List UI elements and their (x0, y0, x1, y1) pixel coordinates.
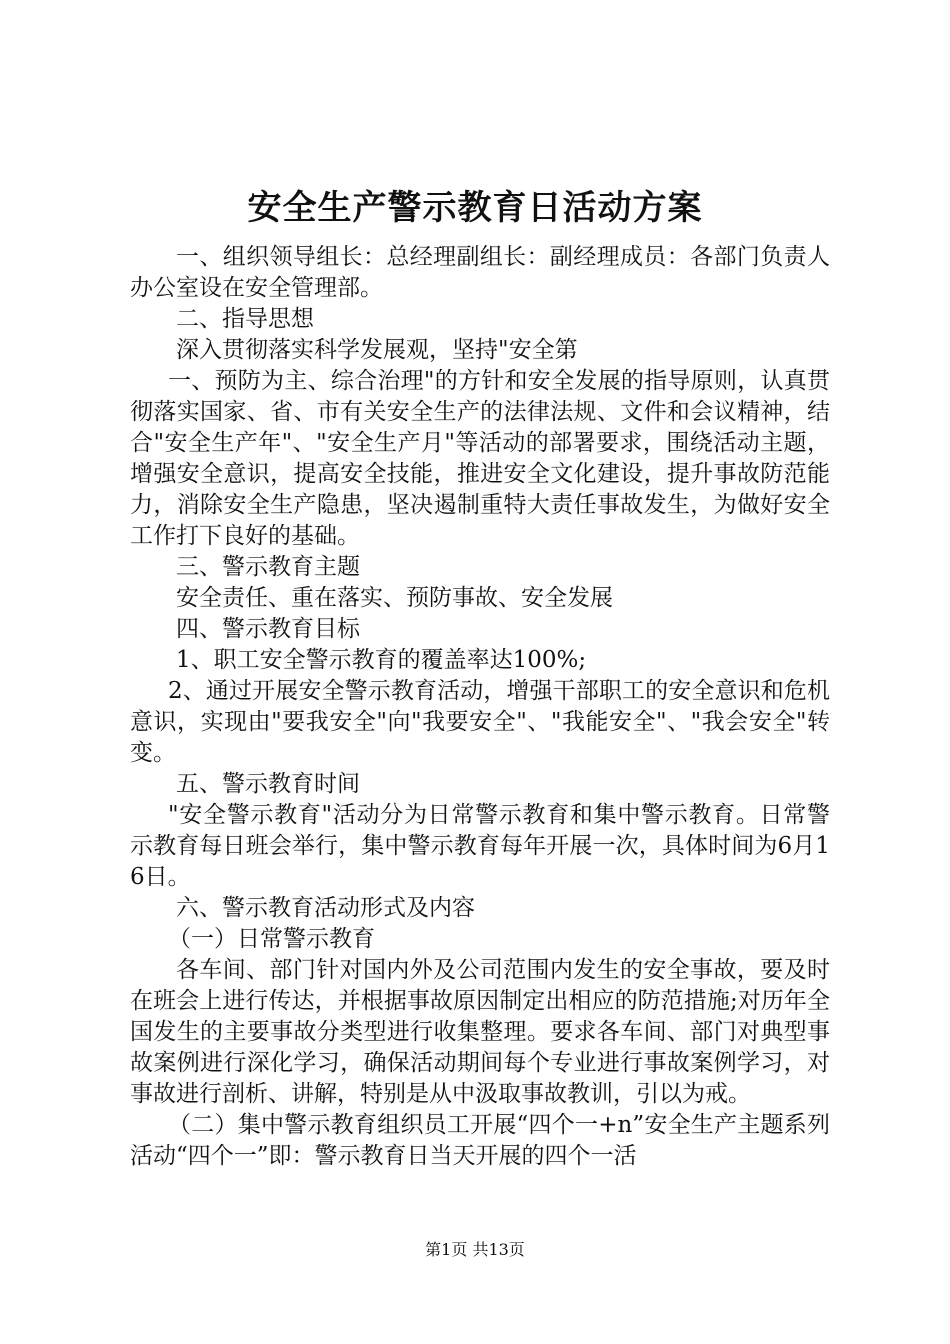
heading-guiding-ideology: 二、指导思想 (176, 306, 314, 332)
subheading-daily-education: （一）日常警示教育 (168, 926, 375, 952)
heading-goals: 四、警示教育目标 (176, 616, 360, 642)
heading-time: 五、警示教育时间 (176, 771, 360, 797)
paragraph-time: "安全警示教育"活动分为日常警示教育和集中警示教育。日常警示教育每日班会举行，集中警示教育每年开展一次，具体时间为6月16日。 (130, 802, 830, 890)
paragraph-concentrated-education: （二）集中警示教育组织员工开展“四个一+n”安全生产主题系列活动“四个一”即：警示教育日当天开展的四个一活 (130, 1112, 830, 1169)
paragraph-ideology-intro: 深入贯彻落实科学发展观，坚持"安全第 (176, 337, 578, 363)
paragraph-ideology-body: 一、预防为主、综合治理"的方针和安全发展的指导原则，认真贯彻落实国家、省、市有关安全生产的法律法规、文件和会议精神，结合"安全生产年"、"安全生产月"等活动的部署要求，围绕活动主题，增强安全意识，提高安全技能，推进安全文化建设，提升事故防范能力，消除安全生产隐患，坚决遏制重特大责任事故发生，为做好安全工作打下良好的基础。 (130, 368, 830, 549)
page-number-footer: 第1页 共13页 (425, 1240, 525, 1259)
heading-activities: 六、警示教育活动形式及内容 (176, 895, 475, 921)
document-title: 安全生产警示教育日活动方案 (247, 188, 703, 228)
paragraph-goal-2: 2、通过开展安全警示教育活动，增强干部职工的安全意识和危机意识，实现由"要我安全"向"我要安全"、"我能安全"、"我会安全"转变。 (130, 678, 830, 766)
paragraph-organization: 一、组织领导组长：总经理副组长：副经理成员：各部门负责人办公室设在安全管理部。 (130, 244, 830, 301)
heading-theme: 三、警示教育主题 (176, 554, 360, 580)
document-body (130, 242, 830, 1172)
paragraph-daily-education: 各车间、部门针对国内外及公司范围内发生的安全事故，要及时在班会上进行传达，并根据事故原因制定出相应的防范措施;对历年全国发生的主要事故分类型进行收集整理。要求各车间、部门对典型事故案例进行深化学习，确保活动期间每个专业进行事故案例学习，对事故进行剖析、讲解，特别是从中汲取事故教训，引以为戒。 (130, 957, 830, 1107)
paragraph-theme: 安全责任、重在落实、预防事故、安全发展 (176, 585, 613, 611)
paragraph-goal-1: 1、职工安全警示教育的覆盖率达100%; (176, 647, 587, 673)
